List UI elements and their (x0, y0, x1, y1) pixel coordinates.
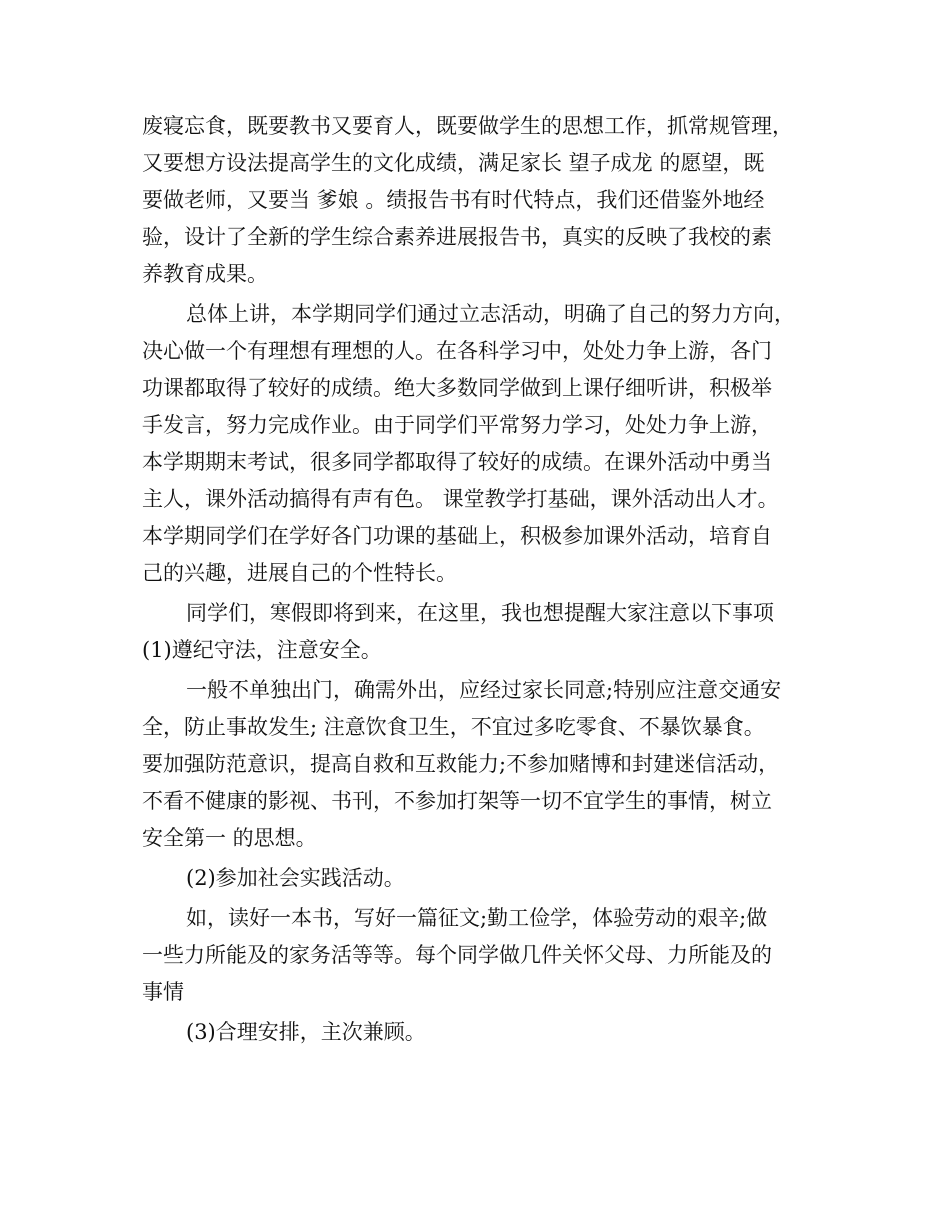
text-line: 主人，课外活动搞得有声有色。 课堂教学打基础，课外活动出人才。 (142, 487, 779, 511)
text-line: (2)参加社会实践活动。 (186, 866, 405, 890)
text-line: 事情 (142, 980, 184, 1004)
text-line: 一般不单独出门，确需外出，应经过家长同意;特别应注意交通安 (186, 678, 782, 702)
text-line: 总体上讲，本学期同学们通过立志活动，明确了自己的努力方向， (186, 302, 795, 326)
text-line: 全，防止事故发生; 注意饮食卫生，不宜过多吃零食、不暴饮暴食。 (142, 715, 765, 739)
text-line: 又要想方设法提高学生的文化成绩，满足家长 望子成龙 的愿望，既 (142, 151, 765, 175)
text-line: 功课都取得了较好的成绩。绝大多数同学做到上课仔细听讲，积极举 (142, 376, 772, 400)
text-line: (3)合理安排，主次兼顾。 (186, 1020, 426, 1044)
text-line: 同学们，寒假即将到来，在这里，我也想提醒大家注意以下事项 (186, 601, 774, 625)
document-body (142, 108, 822, 1051)
text-line: 要做老师，又要当 爹娘 。绩报告书有时代特点，我们还借鉴外地经 (142, 188, 765, 212)
text-line: 本学期期末考试，很多同学都取得了较好的成绩。在课外活动中勇当 (142, 450, 772, 474)
text-line: 养教育成果。 (142, 262, 268, 286)
text-line: 本学期同学们在学好各门功课的基础上，积极参加课外活动，培育自 (142, 524, 772, 548)
text-line: 废寝忘食，既要教书又要育人，既要做学生的思想工作，抓常规管理， (142, 114, 793, 138)
text-line: (1)遵纪守法，注意安全。 (142, 638, 382, 662)
text-line: 安全第一 的思想。 (142, 826, 317, 850)
text-line: 一些力所能及的家务活等等。每个同学做几件关怀父母、力所能及的 (142, 943, 772, 967)
text-line: 不看不健康的影视、书刊，不参加打架等一切不宜学生的事情，树立 (142, 789, 772, 813)
text-line: 验，设计了全新的学生综合素养进展报告书，真实的反映了我校的素 (142, 225, 772, 249)
text-line: 手发言，努力完成作业。由于同学们平常努力学习，处处力争上游， (142, 413, 772, 437)
text-line: 决心做一个有理想有理想的人。在各科学习中，处处力争上游，各门 (142, 339, 772, 363)
text-line: 如，读好一本书，写好一篇征文;勤工俭学，体验劳动的艰辛;做 (186, 906, 768, 930)
text-line: 己的兴趣，进展自己的个性特长。 (142, 561, 457, 585)
text-line: 要加强防范意识，提高自救和互救能力;不参加赌博和封建迷信活动， (142, 752, 780, 776)
